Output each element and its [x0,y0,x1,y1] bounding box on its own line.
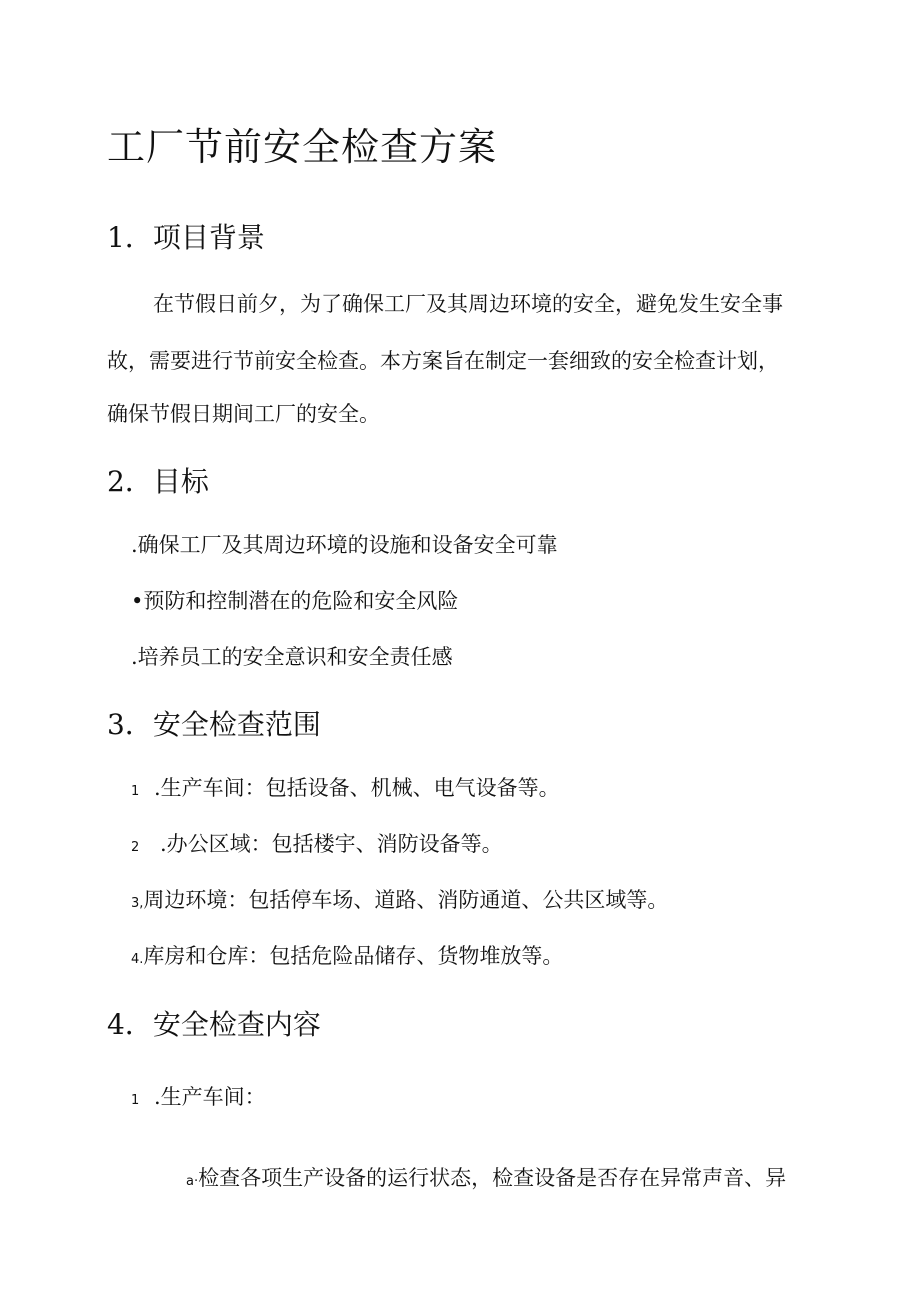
section-heading-2: 2．目标 [107,465,209,498]
list-item-text: .生产车间：包括设备、机械、电气设备等。 [153,776,560,800]
section-heading-3: 3．安全检查范围 [107,708,321,741]
paragraph-line: 故，需要进行节前安全检查。本方案旨在制定一套细致的安全检查计划， [107,349,779,373]
sub-list-item-text: 检查各项生产设备的运行状态，检查设备是否存在异常声音、异 [198,1166,787,1190]
list-item [131,1081,266,1111]
page-title: 工厂节前安全检查方案 [107,125,498,169]
list-item-text: 周边环境：包括停车场、道路、消防通道、公共区域等。 [143,888,669,912]
list-item-number: 3, [131,896,144,911]
section-heading-4: 4．安全检查内容 [107,1008,321,1041]
list-item: .培养员工的安全意识和安全责任感 [131,645,453,669]
list-item: •预防和控制潜在的危险和安全风险 [131,589,459,613]
list-item-number: 1 [131,784,140,799]
list-item-text: 库房和仓库：包括危险品储存、货物堆放等。 [143,944,564,968]
section-heading-1: 1．项目背景 [107,221,265,254]
list-item-number: 1 [131,1093,140,1108]
sub-list-item [186,1162,786,1192]
paragraph-line: 在节假日前夕，为了确保工厂及其周边环境的安全，避免发生安全事 [153,292,783,316]
sub-list-item-number: a· [186,1174,199,1189]
list-item [131,828,503,858]
list-item [131,772,560,802]
list-item-number: 2 [131,840,140,855]
list-item-text: .生产车间： [153,1085,266,1109]
list-item-number: 4. [131,952,144,967]
list-item [131,940,563,970]
list-item-text: .办公区域：包括楼宇、消防设备等。 [159,832,503,856]
paragraph-line: 确保节假日期间工厂的安全。 [107,402,380,426]
list-item: .确保工厂及其周边环境的设施和设备安全可靠 [131,533,558,557]
list-item [131,884,668,914]
